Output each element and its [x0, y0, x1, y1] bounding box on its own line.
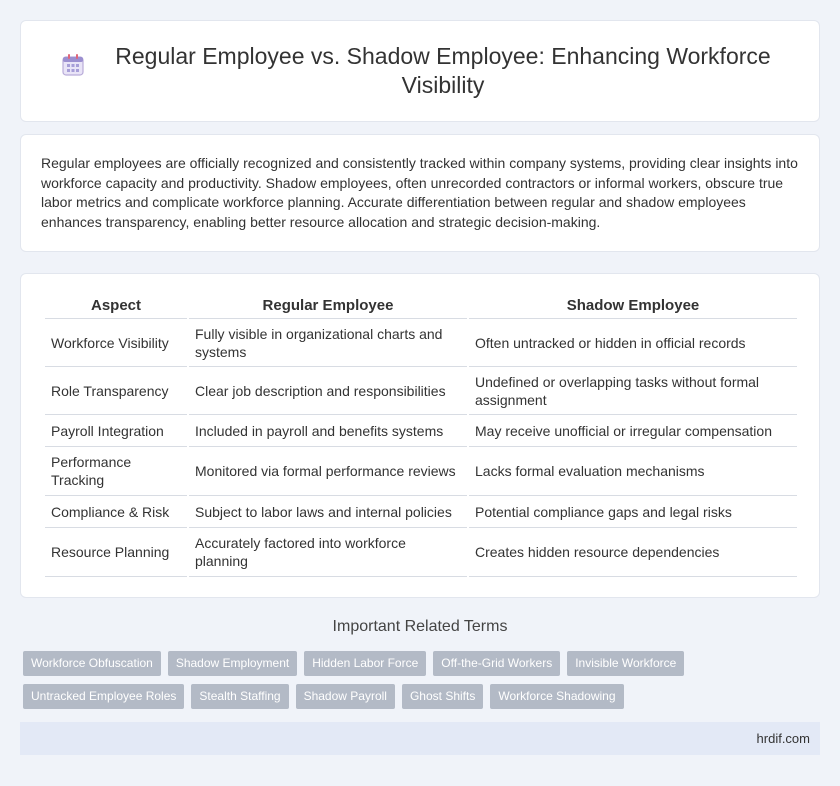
tag-shadow-employment[interactable]: Shadow Employment — [168, 651, 297, 676]
table-row — [45, 528, 797, 577]
header-aspect: Aspect — [45, 292, 187, 319]
cell-aspect: Compliance & Risk — [45, 496, 187, 528]
tag-stealth-staffing[interactable]: Stealth Staffing — [191, 684, 288, 709]
header-regular-employee: Regular Employee — [189, 292, 467, 319]
tag-untracked-employee-roles[interactable]: Untracked Employee Roles — [23, 684, 184, 709]
cell-shadow: Creates hidden resource dependencies — [469, 528, 797, 577]
cell-regular: Fully visible in organizational charts and systems — [189, 319, 467, 367]
tag-workforce-shadowing[interactable]: Workforce Shadowing — [490, 684, 623, 709]
cell-regular: Included in payroll and benefits systems — [189, 415, 467, 447]
cell-regular: Clear job description and responsibilities — [189, 367, 467, 415]
cell-shadow: Potential compliance gaps and legal risks — [469, 496, 797, 528]
header-shadow-employee: Shadow Employee — [469, 292, 797, 319]
comparison-table — [43, 292, 799, 577]
table-row — [45, 319, 797, 367]
cell-aspect: Workforce Visibility — [45, 319, 187, 367]
cell-shadow: Often untracked or hidden in official records — [469, 319, 797, 367]
tag-off-the-grid-workers[interactable]: Off-the-Grid Workers — [433, 651, 560, 676]
table-row — [45, 447, 797, 496]
footer — [20, 722, 820, 755]
cell-regular: Monitored via formal performance reviews — [189, 447, 467, 496]
cell-aspect: Resource Planning — [45, 528, 187, 577]
tag-shadow-payroll[interactable]: Shadow Payroll — [296, 684, 395, 709]
table-row — [45, 367, 797, 415]
related-terms-title: Important Related Terms — [332, 618, 508, 635]
page-title: Regular Employee vs. Shadow Employee: Enhancing Workforce Visibility — [115, 43, 771, 98]
tag-hidden-labor-force[interactable]: Hidden Labor Force — [304, 651, 426, 676]
cell-regular: Accurately factored into workforce planning — [189, 528, 467, 577]
tag-workforce-obfuscation[interactable]: Workforce Obfuscation — [23, 651, 161, 676]
footer-site-link[interactable]: hrdif.com — [756, 731, 810, 746]
related-terms-tags — [23, 651, 703, 709]
tag-ghost-shifts[interactable]: Ghost Shifts — [402, 684, 483, 709]
intro-paragraph: Regular employees are officially recognized and consistently tracked within company systems, providing clear insights into workforce capacity and productivity. Shadow employees, often unrecorded contractors or informal workers, obscure true labor metrics and complicate workforce planning. Accurate differentiation between regular and shadow employees enhances transparency, enabling better resource allocation and strategic decision-making. — [41, 155, 798, 230]
cell-aspect: Role Transparency — [45, 367, 187, 415]
cell-aspect: Payroll Integration — [45, 415, 187, 447]
tag-invisible-workforce[interactable]: Invisible Workforce — [567, 651, 684, 676]
table-row — [45, 496, 797, 528]
cell-aspect: Performance Tracking — [45, 447, 187, 496]
intro-card — [20, 134, 820, 252]
header-card — [20, 20, 820, 122]
calendar-icon — [60, 52, 86, 83]
cell-shadow: Undefined or overlapping tasks without formal assignment — [469, 367, 797, 415]
table-row — [45, 415, 797, 447]
comparison-table-card — [20, 273, 820, 598]
cell-shadow: Lacks formal evaluation mechanisms — [469, 447, 797, 496]
cell-shadow: May receive unofficial or irregular compensation — [469, 415, 797, 447]
cell-regular: Subject to labor laws and internal policies — [189, 496, 467, 528]
